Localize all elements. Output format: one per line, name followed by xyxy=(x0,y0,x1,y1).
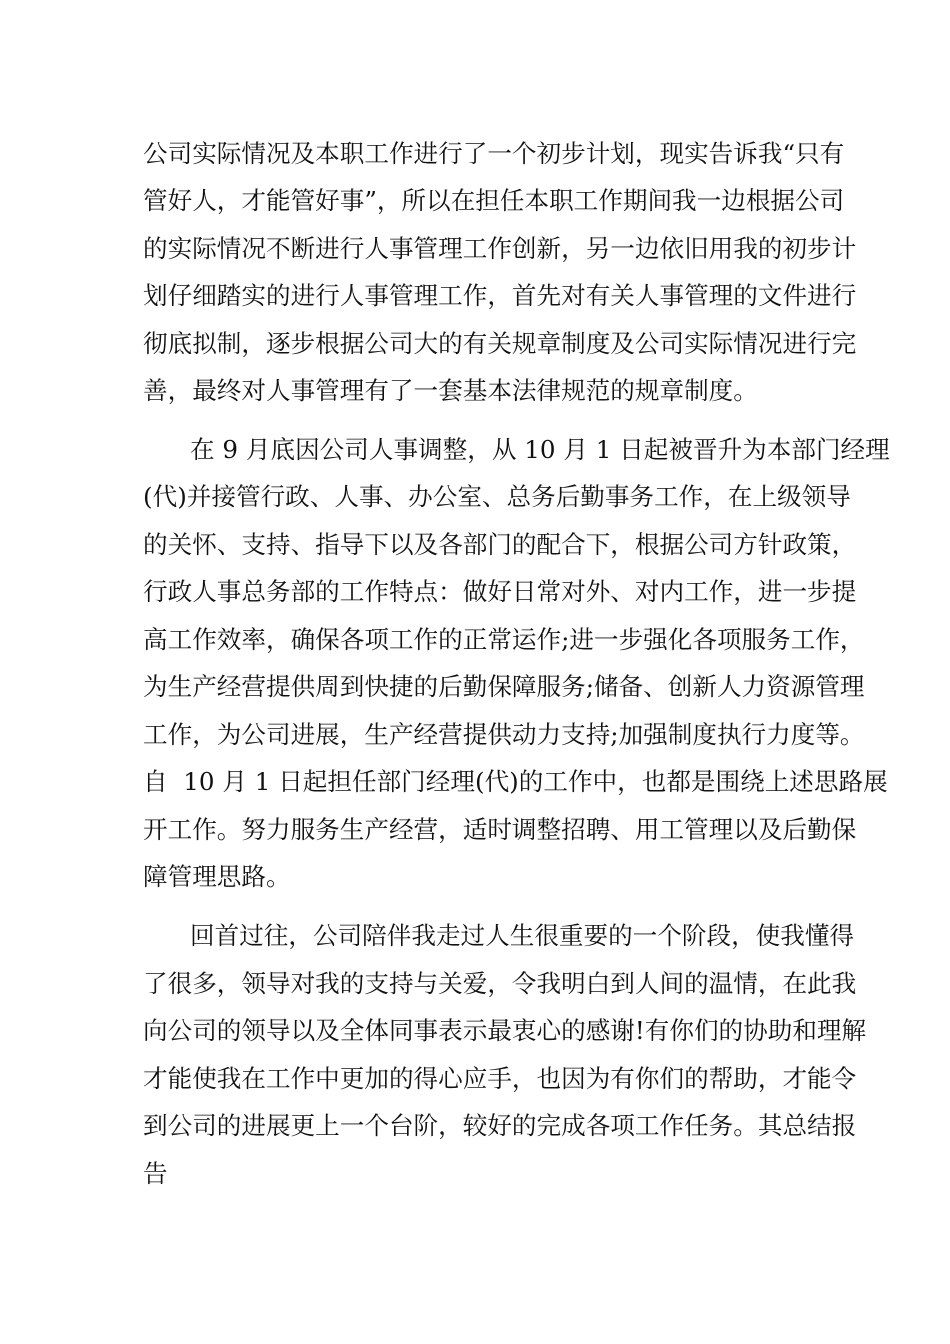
paragraph-2-line-3: 的关怀、支持、指导下以及各部门的配合下，根据公司方针政策， xyxy=(143,530,857,559)
paragraph-1-line-4: 划仔细踏实的进行人事管理工作，首先对有关人事管理的文件进行 xyxy=(143,281,857,310)
paragraph-3-line-2: 了很多，领导对我的支持与关爱，令我明白到人间的温情，在此我 xyxy=(143,969,857,998)
paragraph-1-line-2: 管好人，才能管好事”，所以在担任本职工作期间我一边根据公司 xyxy=(143,186,845,215)
paragraph-2-line-4: 行政人事总务部的工作特点：做好日常对外、对内工作，进一步提 xyxy=(143,577,857,606)
paragraph-1-line-5: 彻底拟制，逐步根据公司大的有关规章制度及公司实际情况进行完 xyxy=(143,329,857,358)
paragraph-2-line-10: 障管理思路。 xyxy=(143,862,291,891)
paragraph-2-line-6: 为生产经营提供周到快捷的后勤保障服务;储备、创新人力资源管理 xyxy=(143,672,865,701)
paragraph-3-line-3: 向公司的领导以及全体同事表示最衷心的感谢!有你们的协助和理解 xyxy=(143,1016,867,1045)
paragraph-2-line-8: 自 10 月 1 日起担任部门经理(代)的工作中，也都是围绕上述思路展 xyxy=(143,767,888,796)
paragraph-2-line-5: 高工作效率，确保各项工作的正常运作;进一步强化各项服务工作， xyxy=(143,625,865,654)
paragraph-2-line-1: 在 9 月底因公司人事调整，从 10 月 1 日起被晋升为本部门经理 xyxy=(190,435,890,464)
paragraph-2-line-7: 工作，为公司进展，生产经营提供动力支持;加强制度执行力度等。 xyxy=(143,720,865,749)
paragraph-2-line-2: (代)并接管行政、人事、办公室、总务后勤事务工作，在上级领导 xyxy=(143,482,851,511)
paragraph-3-line-5: 到公司的进展更上一个台阶，较好的完成各项工作任务。其总结报 xyxy=(143,1111,857,1140)
paragraph-1-line-3: 的实际情况不断进行人事管理工作创新，另一边依旧用我的初步计 xyxy=(143,234,857,263)
paragraph-1-line-6: 善，最终对人事管理有了一套基本法律规范的规章制度。 xyxy=(143,376,758,405)
paragraph-3-line-4: 才能使我在工作中更加的得心应手，也因为有你们的帮助，才能令 xyxy=(143,1064,857,1093)
paragraph-3-line-1: 回首过往，公司陪伴我走过人生很重要的一个阶段，使我懂得 xyxy=(190,921,855,950)
paragraph-2-line-9: 开工作。努力服务生产经营，适时调整招聘、用工管理以及后勤保 xyxy=(143,815,857,844)
paragraph-1-line-1: 公司实际情况及本职工作进行了一个初步计划，现实告诉我“只有 xyxy=(143,139,845,168)
paragraph-3-line-6: 告 xyxy=(143,1159,168,1188)
